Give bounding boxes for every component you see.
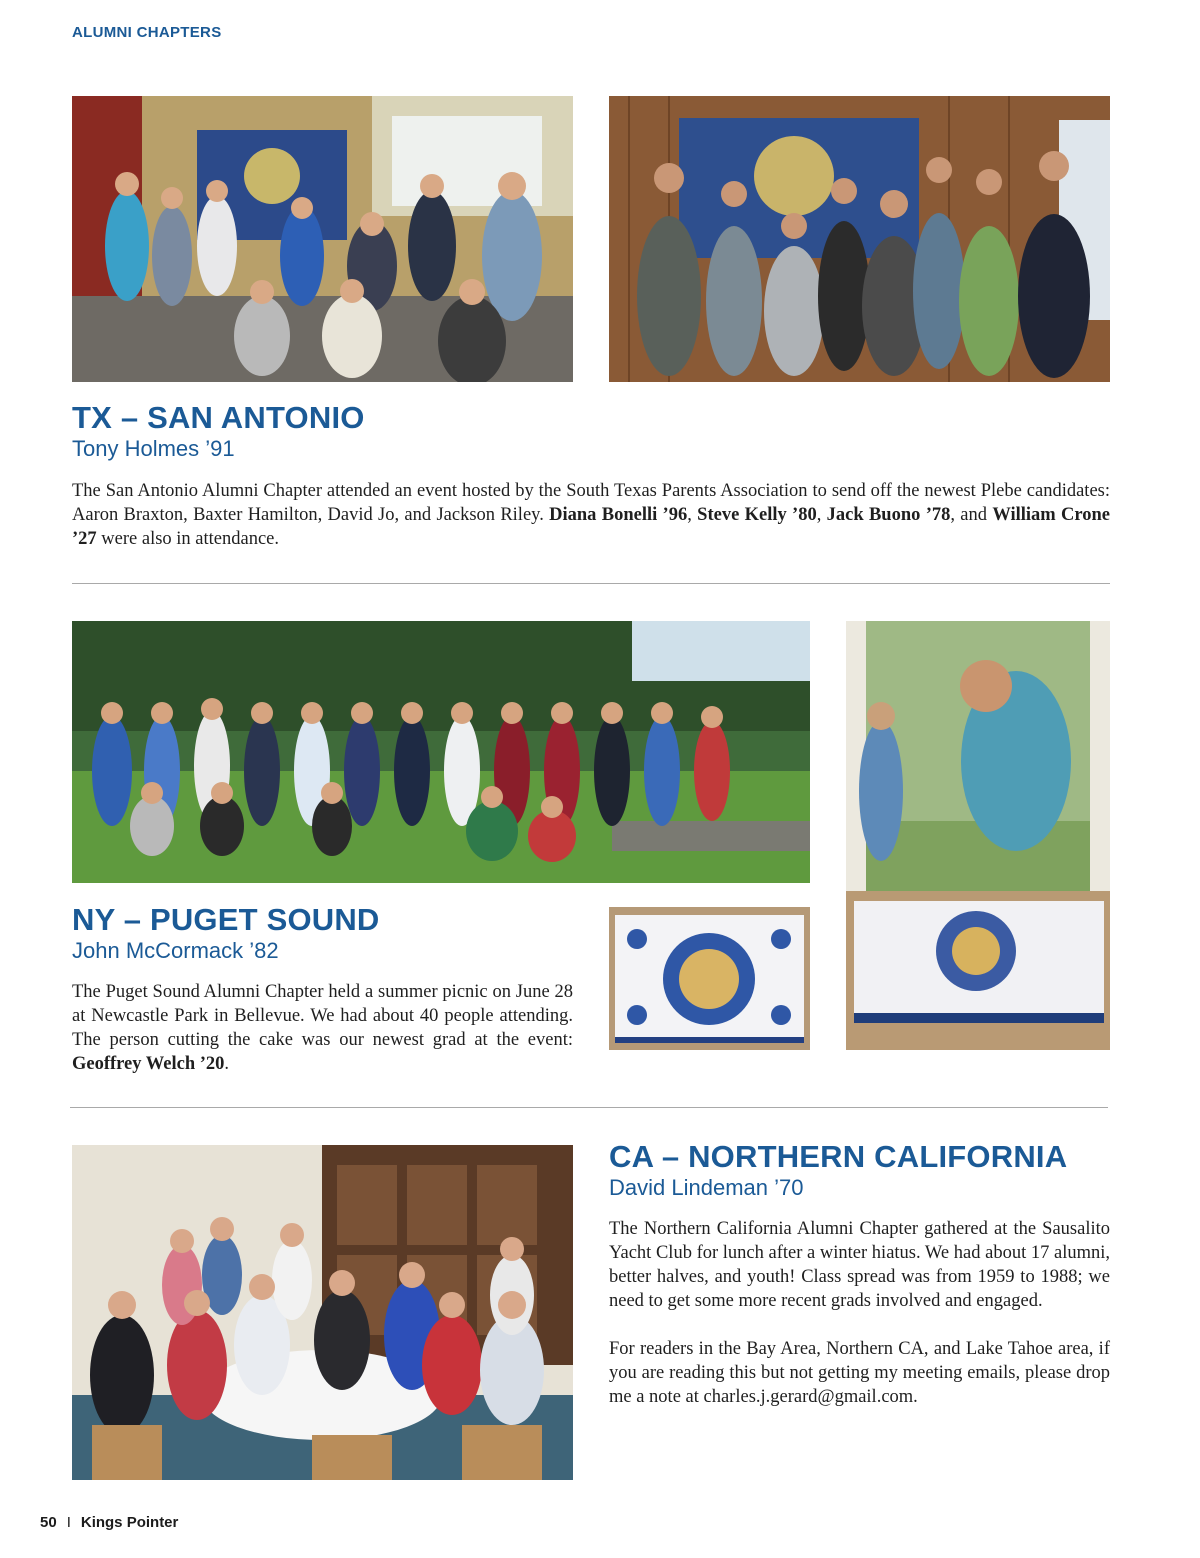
separator: , and [950,505,993,525]
page-footer [40,1514,178,1531]
puget-sound-title: NY – PUGET SOUND [72,902,380,937]
puget-sound-picnic-photo [72,621,810,883]
northern-california-author: David Lindeman ’70 [609,1175,804,1200]
san-antonio-title: TX – SAN ANTONIO [72,400,365,435]
footer-separator: I [66,1514,71,1531]
san-antonio-author: Tony Holmes ’91 [72,436,235,461]
san-antonio-body [72,479,1110,551]
section-label: ALUMNI CHAPTERS [72,24,222,41]
puget-sound-body [72,980,573,1076]
puget-sound-cake-cutting-photo [846,621,1110,1050]
northern-california-paragraph-2: For readers in the Bay Area, Northern CA, and Lake Tahoe area, if you are reading this but not getting my meeting emails, please drop me a note at charles.j.gerard@gmail.com. [609,1339,1110,1407]
puget-sound-author: John McCormack ’82 [72,938,279,963]
attendee-name: Diana Bonelli ’96 [549,505,688,525]
san-antonio-handshake-photo [609,96,1110,382]
san-antonio-text-1: The San Antonio Alumni Chapter attended an event hosted by the South Texas Parents Association to send off the newest Plebe candidates: Aaron Braxton, Baxter Hamilton, David Jo, and Jackson Riley. [72,481,1110,525]
attendee-name: Steve Kelly ’80 [697,505,817,525]
puget-sound-text-2: . [224,1054,230,1074]
northern-california-title: CA – NORTHERN CALIFORNIA [609,1139,1068,1174]
puget-sound-cake-photo [609,907,810,1050]
section-divider [72,583,1110,584]
northern-california-lunch-photo [72,1145,573,1480]
san-antonio-text-2: were also in attendance. [96,529,280,549]
page-number: 50 [40,1514,57,1531]
publication-name: Kings Pointer [80,1514,179,1531]
san-antonio-group-photo [72,96,573,382]
section-divider [70,1107,1108,1108]
separator: , [816,505,827,525]
northern-california-paragraph-1: The Northern California Alumni Chapter gathered at the Sausalito Yacht Club for lunch after a winter hiatus. We had about 17 alumni, better halves, and youth! Class spread was from 1959 to 1988; we need to get some more recent grads involved and engaged. [609,1219,1110,1311]
attendee-name: Geoffrey Welch ’20 [72,1054,225,1074]
attendee-name: Jack Buono ’78 [826,505,951,525]
attendee-name: William Crone ’27 [72,505,1111,549]
puget-sound-text-1: The Puget Sound Alumni Chapter held a summer picnic on June 28 at Newcastle Park in Bellevue. We had about 40 people attending. The person cutting the cake was our newest grad at the event: [72,982,573,1050]
separator: , [687,505,698,525]
